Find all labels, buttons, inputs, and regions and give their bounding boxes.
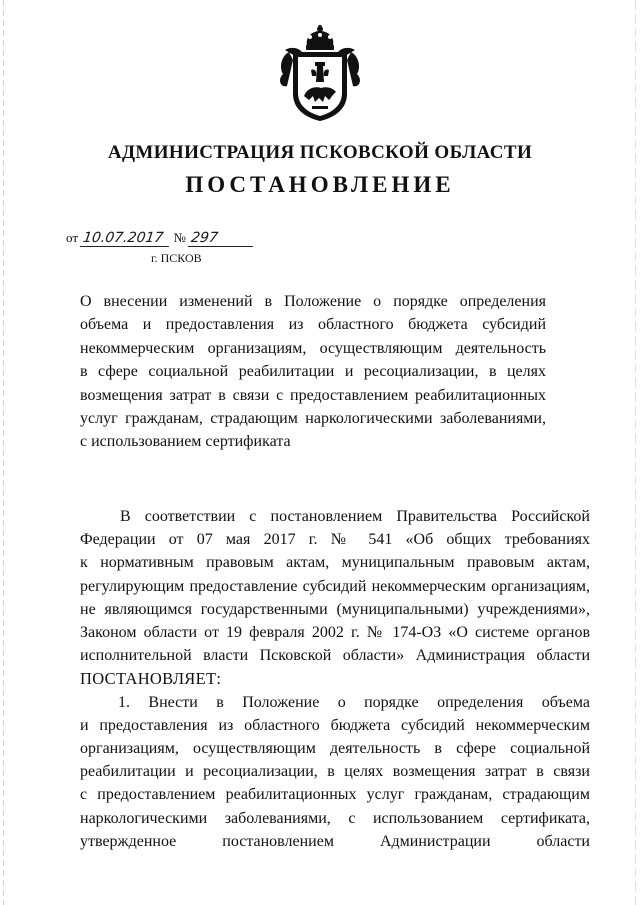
subject-line: некоммерческим организациям, осуществляющим деятельность xyxy=(80,339,546,357)
body-line: организациям, осуществляющим деятельность в сфере социальной xyxy=(80,740,590,758)
body-line: утвержденное постановлением Администрации области xyxy=(80,832,590,850)
pskov-oblast-coat-of-arms-icon xyxy=(271,22,369,122)
scan-edge-left xyxy=(3,0,4,905)
document-type-title: ПОСТАНОВЛЕНИЕ xyxy=(185,172,455,197)
document-subject xyxy=(80,290,546,454)
subject-line: в сфере социальной реабилитации и ресоциализации, в целях xyxy=(80,363,546,381)
body-line: Законом области от 19 февраля 2002 г. № 174-ОЗ «О системе органов xyxy=(80,624,590,642)
organization-name: АДМИНИСТРАЦИЯ ПСКОВСКОЙ ОБЛАСТИ xyxy=(107,142,533,163)
subject-line: возмещения затрат в связи с предоставлением реабилитационных xyxy=(80,386,546,404)
date-prefix: от xyxy=(66,230,79,245)
body-line: В соответствии с постановлением Правительства Российской xyxy=(120,508,590,525)
scan-edge-right xyxy=(635,0,636,905)
body-line: не являющимся государственными (муниципальными) учреждениями», xyxy=(80,600,590,618)
body-line: 1. Внести в Положение о порядке определения объема xyxy=(118,693,590,711)
registration-line xyxy=(66,230,254,247)
subject-line: с использованием сертификата xyxy=(80,433,291,451)
resolution-keyword: ПОСТАНОВЛЯЕТ: xyxy=(80,669,222,689)
handwritten-date: 10.07.2017 xyxy=(80,230,171,247)
body-line: наркологическими заболеваниями, с использованием сертификата, xyxy=(80,809,590,827)
body-line: Федерации от 07 мая 2017 г. № 541 «Об общих требованиях xyxy=(80,531,590,549)
body-line: реабилитации и ресоциализации, в целях возмещения затрат в связи xyxy=(80,763,590,781)
body-line: исполнительной власти Псковской области» Администрация области xyxy=(80,647,590,665)
subject-line: О внесении изменений в Положение о порядке определения xyxy=(80,293,546,310)
subject-line: услуг гражданам, страдающим наркологическими заболеваниями, xyxy=(80,410,546,428)
body-line: и предоставления из областного бюджета субсидий некоммерческим xyxy=(80,716,590,734)
handwritten-number: 297 xyxy=(188,230,255,247)
number-prefix: № xyxy=(173,230,186,245)
subject-line: объема и предоставления из областного бюджета субсидий xyxy=(80,316,546,334)
body-line: регулирующим предоставление субсидий некоммерческим организациям, xyxy=(80,577,590,595)
document-body xyxy=(80,505,590,853)
body-line: к нормативным правовым актам, муниципальным правовым актам, xyxy=(80,554,590,572)
city-label: г. ПСКОВ xyxy=(151,251,202,265)
body-line: с предоставлением реабилитационных услуг гражданам, страдающим xyxy=(80,786,590,804)
